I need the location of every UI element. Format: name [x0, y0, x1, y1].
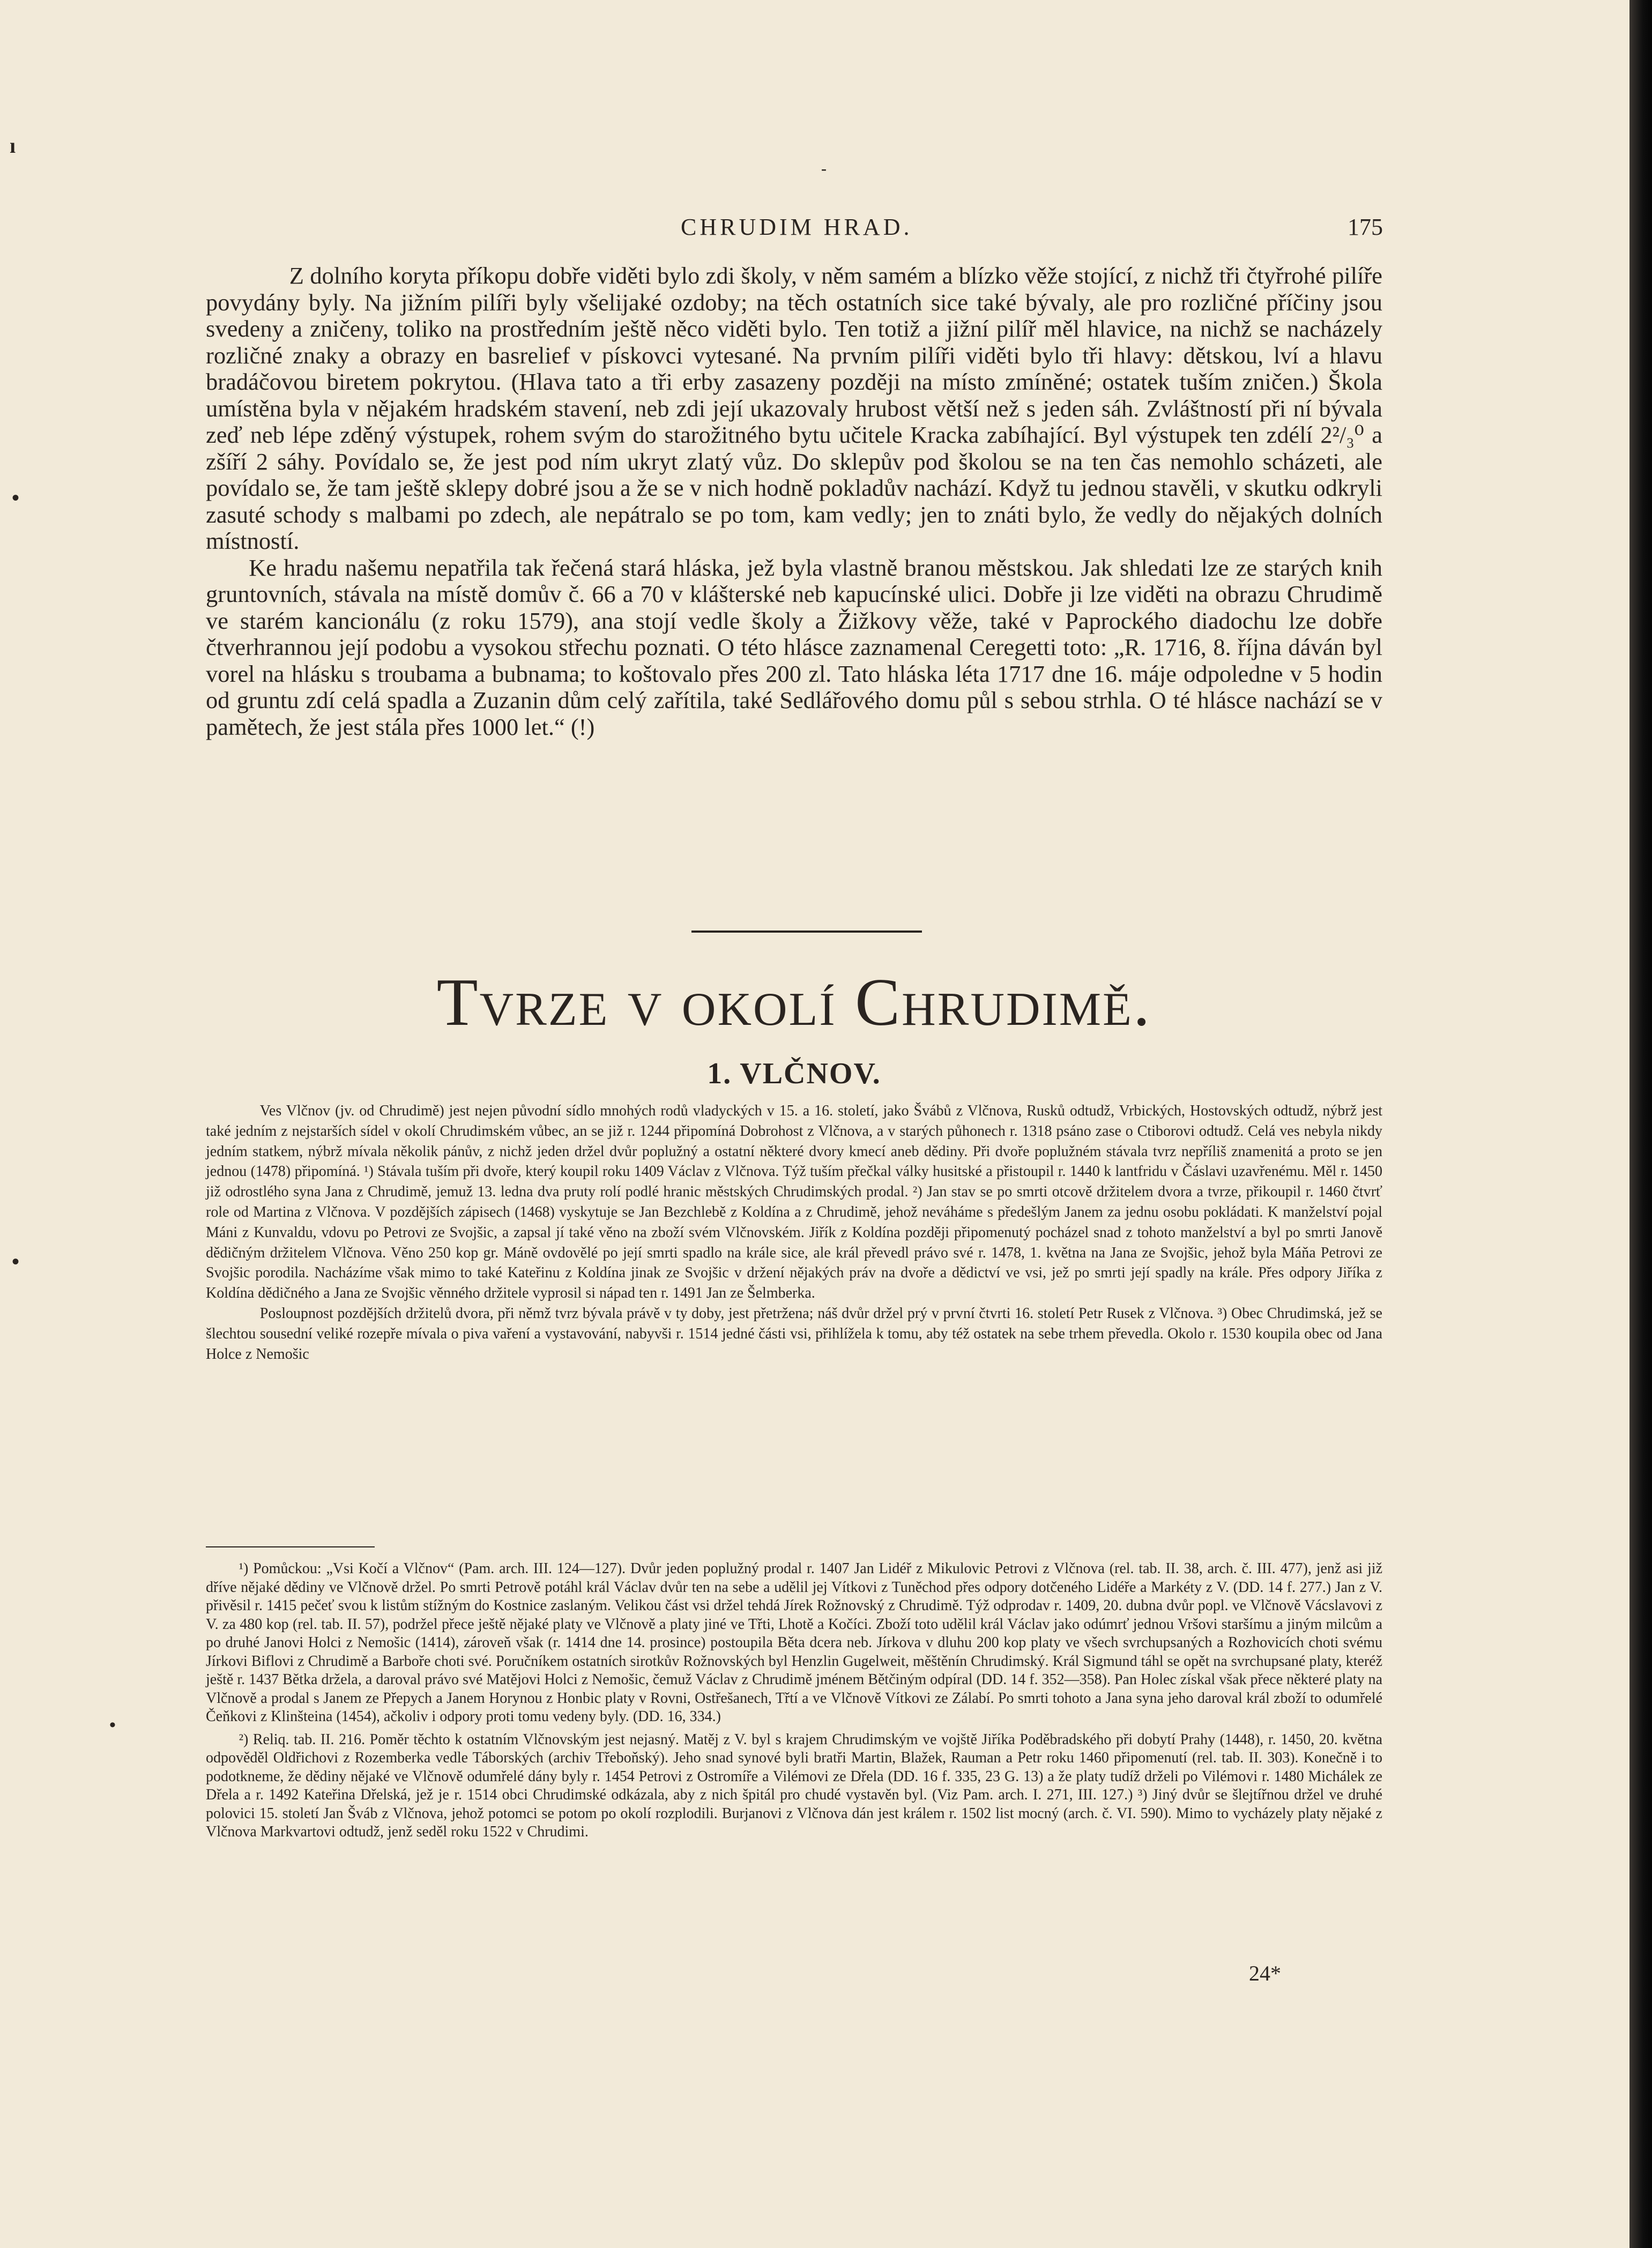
footnote-divider	[206, 1546, 375, 1547]
subsection-title: 1. VLČNOV.	[707, 1057, 881, 1090]
paragraph: Z dolního koryta příkopu dobře viděti bylo zdi školy, v něm samém a blízko věže stojící, z nichž tři čtyřrohé pilíře povydány byly. Na jižním pilíři byly všelijaké ozdoby; na těch ostatních sice také bývaly, ale pro rozličné příčiny jsou svedeny a zničeny, toliko na prostředním ještě něco viděti bylo. Ten totiž a jižní pilíř měl hlavice, na nichž se nacházely rozličné znaky a obrazy en basrelief v pískovci vytesané. Na prvním pilíři viděti bylo tři hlavy: dětskou, lví a hlavu bradáčovou biretem pokrytou. (Hlava tato a tři erby zasazeny později na místo zmíněné; ostatek tuším zničen.) Škola umístěna byla v nějakém hradském stavení, neb zdi její ukazovaly hrubost větší než s jeden sáh. Zvláštností při ní bývala zeď neb lépe zděný výstupek, rohem svým do starožitného bytu učitele Kracka zabíhající. Byl výstupek ten zdélí 2²/₃⁰ a zšíří 2 sáhy. Povídalo se, že jest pod ním ukryt zlatý vůz. Do sklepův pod školou se na ten čas nemohlo scházeti, ale povídalo se, že tam ještě sklepy dobré jsou a že se v nich hodně pokladův nachází. Když tu jednou stavěli, v skutku odkryli zasuté schody s malbami po zdech, ale nepátralo se po tom, kam vedly; jen to znáti bylo, že vedly do nějakých dolních místností.	[206, 262, 1382, 554]
margin-mark: ı	[10, 133, 16, 158]
main-text	[206, 263, 1382, 740]
section-title: Tvrze v okolí Chrudimě.	[436, 965, 1152, 1040]
page-number: 175	[1348, 214, 1383, 240]
footnote: ²) Reliq. tab. II. 216. Poměr těchto k ostatním Vlčnovským jest nejasný. Matěj z V. byl s krajem Chrudimským ve vojště Jiříka Poděbradského při dobytí Prahy (1448), r. 1450, 20. května odpověděl Oldřichovi z Rozemberka vedle Táborských (archiv Třeboňský). Jeho snad synové byli bratři Martin, Blažek, Rauman a Petr roku 1460 připomenutí (rel. tab. II. 303). Konečně i to podotkneme, že dědiny nějaké ve Vlčnově odumřelé dány byly r. 1454 Petrovi z Ostromíře a Vilémovi ze Dřela (DD. 16 f. 335, 23 G. 13) a že platy tudíž drželi po Vilémovi r. 1480 Michálek ze Dřela a r. 1492 Kateřina Dřelská, jež je r. 1514 obci Chrudimské odkázala, aby z nich špitál pro chudé vystavěn byl. (Viz Pam. arch. I. 271, III. 127.) ³) Jiný dvůr se šlejtířnou držel ve druhé polovici 15. století Jan Šváb z Vlčnova, jehož potomci se potom po okolí rozplodili. Burjanovi z Vlčnova dán jest králem r. 1502 list mocný (arch. č. VI. 590). Mimo to vycházely platy nějaké z Vlčnova Markvartovi odtudž, jenž seděl roku 1522 v Chrudimi.	[206, 1731, 1382, 1840]
paragraph: Ves Vlčnov (jv. od Chrudimě) jest nejen původní sídlo mnohých rodů vladyckých v 15. a 16. století, jako Švábů z Vlčnova, Rusků odtudž, Vrbických, Hostovských odtudž, nýbrž jest také jedním z nejstarších sídel v okolí Chrudimském vůbec, an se již r. 1244 připomíná Dobrohost z Vlčnova, a v starých půhonech r. 1318 psáno zase o Ctiborovi odtudž. Celá ves nebyla nikdy jedním statkem, nýbrž mívala několik pánův, z nichž jeden držel dvůr poplužný a ostatní některé dvory kmecí aneb dědiny. Při dvoře poplužném stávala tvrz nepříliš znamenitá a proto se jen jednou (1478) připomíná. ¹) Stávala tuším při dvoře, který koupil roku 1409 Václav z Vlčnova. Týž tuším přečkal války husitské a přistoupil r. 1440 k lantfridu v Čáslavi uzavřenému. Měl r. 1450 již odrostlého syna Jana z Chrudimě, jemuž 13. ledna dva pruty rolí podlé hranic městských Chrudimských prodal. ²) Jan stav se po smrti otcově držitelem dvora a tvrze, přikoupil r. 1460 čtvrť role od Martina z Vlčnova. V pozdějších zápisech (1468) vyskytuje se Jan Bezchlebě z Koldína a z Chrudimě, jehož neváháme s předešlým Janem za jednu osobu pokládati. K manželství pojal Máni z Kunvaldu, vdovu po Petrovi ze Svojšic, a zapsal jí také věno na zboží svém Vlčnovském. Jiřík z Koldína později připomenutý pocházel snad z tohoto manželství a byl po smrti Janově dědičným držitelem Vlčnova. Věno 250 kop gr. Máně ovdovělé po její smrti spadlo na krále sice, ale král převedl právo své r. 1478, 1. května na Jana ze Svojšic, jehož byla Máňa Petrovi ze Svojšic porodila. Nacházíme však mimo to také Kateřinu z Koldína jinak ze Svojšic v držení nějakých práv na dvoře a dědictví ve vsi, jež po smrti její spadly na krále. Přes odpory Jiříka z Koldína dědičného a Jana ze Svojšic věnného držitele vyprosil si nápad ten r. 1491 Jan ze Šelmberka.	[206, 1103, 1382, 1302]
margin-mark: •	[109, 1715, 116, 1735]
margin-mark: -	[821, 160, 827, 177]
running-title: CHRUDIM HRAD.	[681, 214, 913, 240]
margin-mark: •	[12, 486, 20, 510]
section-divider	[691, 931, 922, 933]
running-header	[681, 213, 1383, 245]
paragraph: Posloupnost pozdějších držitelů dvora, při němž tvrz bývala právě v ty doby, jest přetržena; náš dvůr držel prý v první čtvrti 16. století Petr Rusek z Vlčnova. ³) Obec Chrudimská, jež se šlechtou sousední veliké rozepře mívala o piva vaření a vystavování, nabyvši r. 1514 jedné části vsi, přihlížela k tomu, aby též ostatek na sebe trhem převedla. Okolo r. 1530 koupila obec od Jana Holce z Nemošic	[206, 1305, 1382, 1363]
footnotes	[206, 1560, 1382, 1846]
paragraph: Ke hradu našemu nepatřila tak řečená stará hláska, jež byla vlastně branou městskou. Jak shledati lze ze starých knih gruntovních, stávala na místě domův č. 66 a 70 v klášterské neb kapucínské ulici. Dobře ji lze viděti na obrazu Chrudimě ve starém kancionálu (z roku 1579), ana stojí vedle školy a Žižkovy věže, také v Paprockého diadochu lze dobře čtverhrannou její podobu a vysokou střechu poznati. O této hlásce zaznamenal Ceregetti toto: „R. 1716, 8. října dáván byl vorel na hlásku s troubama a bubnama; to koštovalo přes 200 zl. Tato hláska léta 1717 dne 16. máje odpoledne v 5 hodin od gruntu zdí celá spadla a Zuzanin dům celý zařítila, také Sedlářového domu půl s sebou strhla. O té hlásce nachází se v pamětech, že jest stála přes 1000 let.“ (!)	[206, 554, 1382, 740]
signature-mark: 24*	[1249, 1961, 1281, 1985]
book-edge	[1629, 0, 1652, 2248]
margin-mark: •	[12, 1249, 20, 1274]
section-text	[206, 1101, 1382, 1364]
footnote: ¹) Pomůckou: „Vsi Kočí a Vlčnov“ (Pam. arch. III. 124—127). Dvůr jeden poplužný prodal r. 1407 Jan Lidéř z Mikulovic Petrovi z Vlčnova (rel. tab. II. 38, arch. č. III. 477), jenž asi již dříve nějaké dědiny ve Vlčnově držel. Po smrti Petrově potáhl král Václav dvůr ten na sebe a udělil jej Vítkovi z Tuněchod přes odpory dotčeného Lidéře a Markéty z V. (DD. 14 f. 277.) Jan z V. přivěsil r. 1415 pečeť svou k listům stížným do Kostnice zaslaným. Velikou část vsi držel tehdá Jírek Rožnovský z Chrudimě. Týž odprodav r. 1409, 20. dubna dvůr popl. ve Vlčnově Vácslavovi z V. za 480 kop (rel. tab. II. 57), podržel přece ještě nějaké platy ve Vlčnově a platy jiné ve Třti, Lhotě a Kočíci. Zboží toto udělil král Václav jako odúmrť jednou Vršovi staršímu a jiným milcům a po druhé Janovi Holci z Nemošic (1414), zároveň však (r. 1414 dne 14. prosince) postoupila Běta dcera neb. Jírkova v dluhu 200 kop platy ve všech svrchupsaných a Rozhovicích choti svému Jírkovi Biflovi z Chrudimě a Barboře choti své. Poručníkem ostatních sirotkův Rožnovských byl Henzlin Gugelweit, měštěnín Chrudimský. Král Sigmund táhl se opět na svrchupsané platy, kteréž ještě r. 1437 Bětka držela, a daroval právo své Matějovi Holci z Nemošic, čemuž Václav z Chrudimě jménem Bětčiným odpíral (DD. 14 f. 352—358). Pan Holec získal však přece některé platy na Vlčnově a prodal s Janem ze Přepych a Janem Horynou z Honbic platy v Rovni, Ostřešanech, Třtí a ve Vlčnově Vítkovi ze Zálabí. Po smrti tohoto a Jana syna jeho daroval král zboží to odumřelé Čeňkovi z Klinšteina (1454), ačkoliv i odpory proti tomu vedeny byly. (DD. 16, 334.)	[206, 1560, 1382, 1725]
